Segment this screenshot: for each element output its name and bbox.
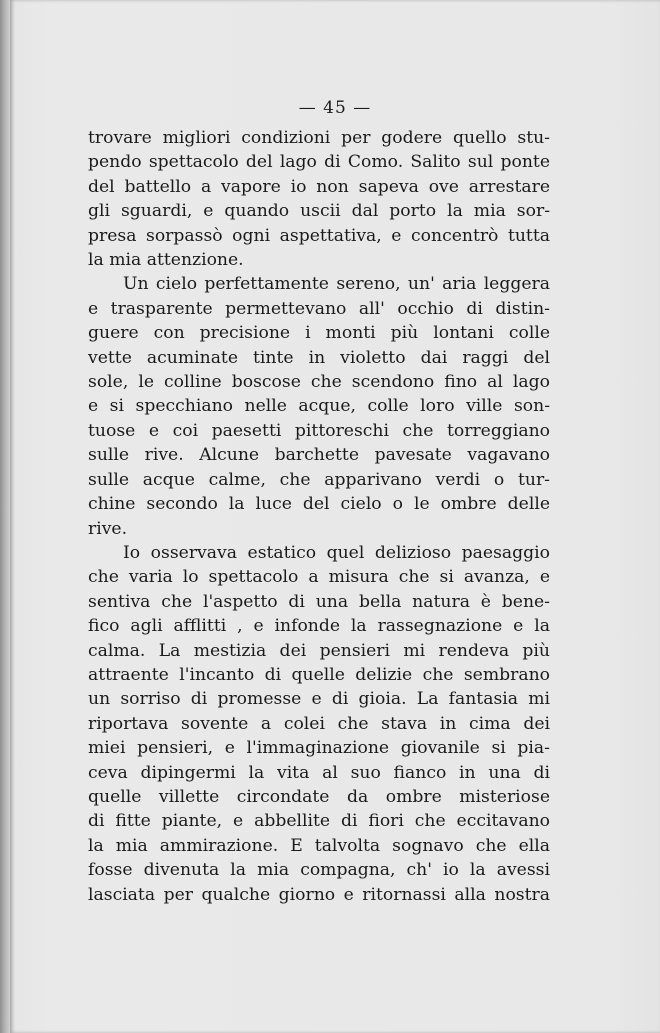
text-line: tuose e coi paesetti pittoreschi che torreggiano: [88, 420, 550, 441]
page-number: — 45 —: [298, 98, 372, 118]
text-line: e si specchiano nelle acque, colle loro ville son-: [88, 396, 550, 417]
text-line: rive.: [88, 518, 128, 539]
text-line: la mia attenzione.: [88, 250, 244, 271]
text-line: Un cielo perfettamente sereno, un' aria leggera: [123, 274, 550, 295]
text-line: calma. La mestizia dei pensieri mi rendeva più: [88, 640, 550, 661]
text-line: sulle acque calme, che apparivano verdi o tur-: [88, 469, 550, 490]
text-line: lasciata per qualche giorno e ritornassi alla nostra: [88, 884, 550, 905]
text-line: Io osservava estatico quel delizioso paesaggio: [123, 542, 550, 563]
text-line: ceva dipingermi la vita al suo fianco in una di: [88, 762, 550, 783]
body-text: [88, 126, 550, 907]
text-line: fosse divenuta la mia compagna, ch' io la avessi: [88, 860, 550, 881]
text-line: riportava sovente a colei che stava in cima dei: [88, 713, 550, 734]
text-line: pendo spettacolo del lago di Como. Salito sul ponte: [88, 152, 550, 173]
text-line: fico agli afflitti , e infonde la rassegnazione e la: [88, 616, 550, 637]
text-line: trovare migliori condizioni per godere quello stu-: [88, 128, 550, 148]
text-line: gli sguardi, e quando uscii dal porto la mia sor-: [88, 201, 550, 222]
text-line: miei pensieri, e l'immaginazione giovanile si pia-: [88, 738, 550, 759]
text-line: sentiva che l'aspetto di una bella natura è bene-: [88, 591, 550, 612]
text-line: attraente l'incanto di quelle delizie che sembrano: [88, 664, 550, 685]
text-line: chine secondo la luce del cielo o le ombre delle: [88, 494, 550, 515]
text-line: sulle rive. Alcune barchette pavesate vagavano: [88, 445, 550, 466]
page-binding-edge: [0, 0, 10, 1033]
text-line: presa sorpassò ogni aspettativa, e concentrò tutta: [88, 225, 550, 246]
text-line: che varia lo spettacolo a misura che si avanza, e: [88, 567, 550, 588]
text-line: e trasparente permettevano all' occhio di distin-: [88, 298, 550, 319]
book-page: [10, 0, 660, 1033]
text-line: quelle villette circondate da ombre misteriose: [88, 786, 550, 807]
text-line: del battello a vapore io non sapeva ove arrestare: [88, 176, 550, 197]
text-line: un sorriso di promesse e di gioia. La fantasia mi: [88, 689, 550, 710]
text-line: di fitte piante, e abbellite di fiori che eccitavano: [88, 811, 550, 832]
text-line: vette acuminate tinte in violetto dai raggi del: [88, 347, 550, 368]
text-line: guere con precisione i monti più lontani colle: [88, 323, 550, 344]
text-line: la mia ammirazione. E talvolta sognavo che ella: [88, 835, 550, 856]
text-line: sole, le colline boscose che scendono fino al lago: [88, 372, 550, 393]
